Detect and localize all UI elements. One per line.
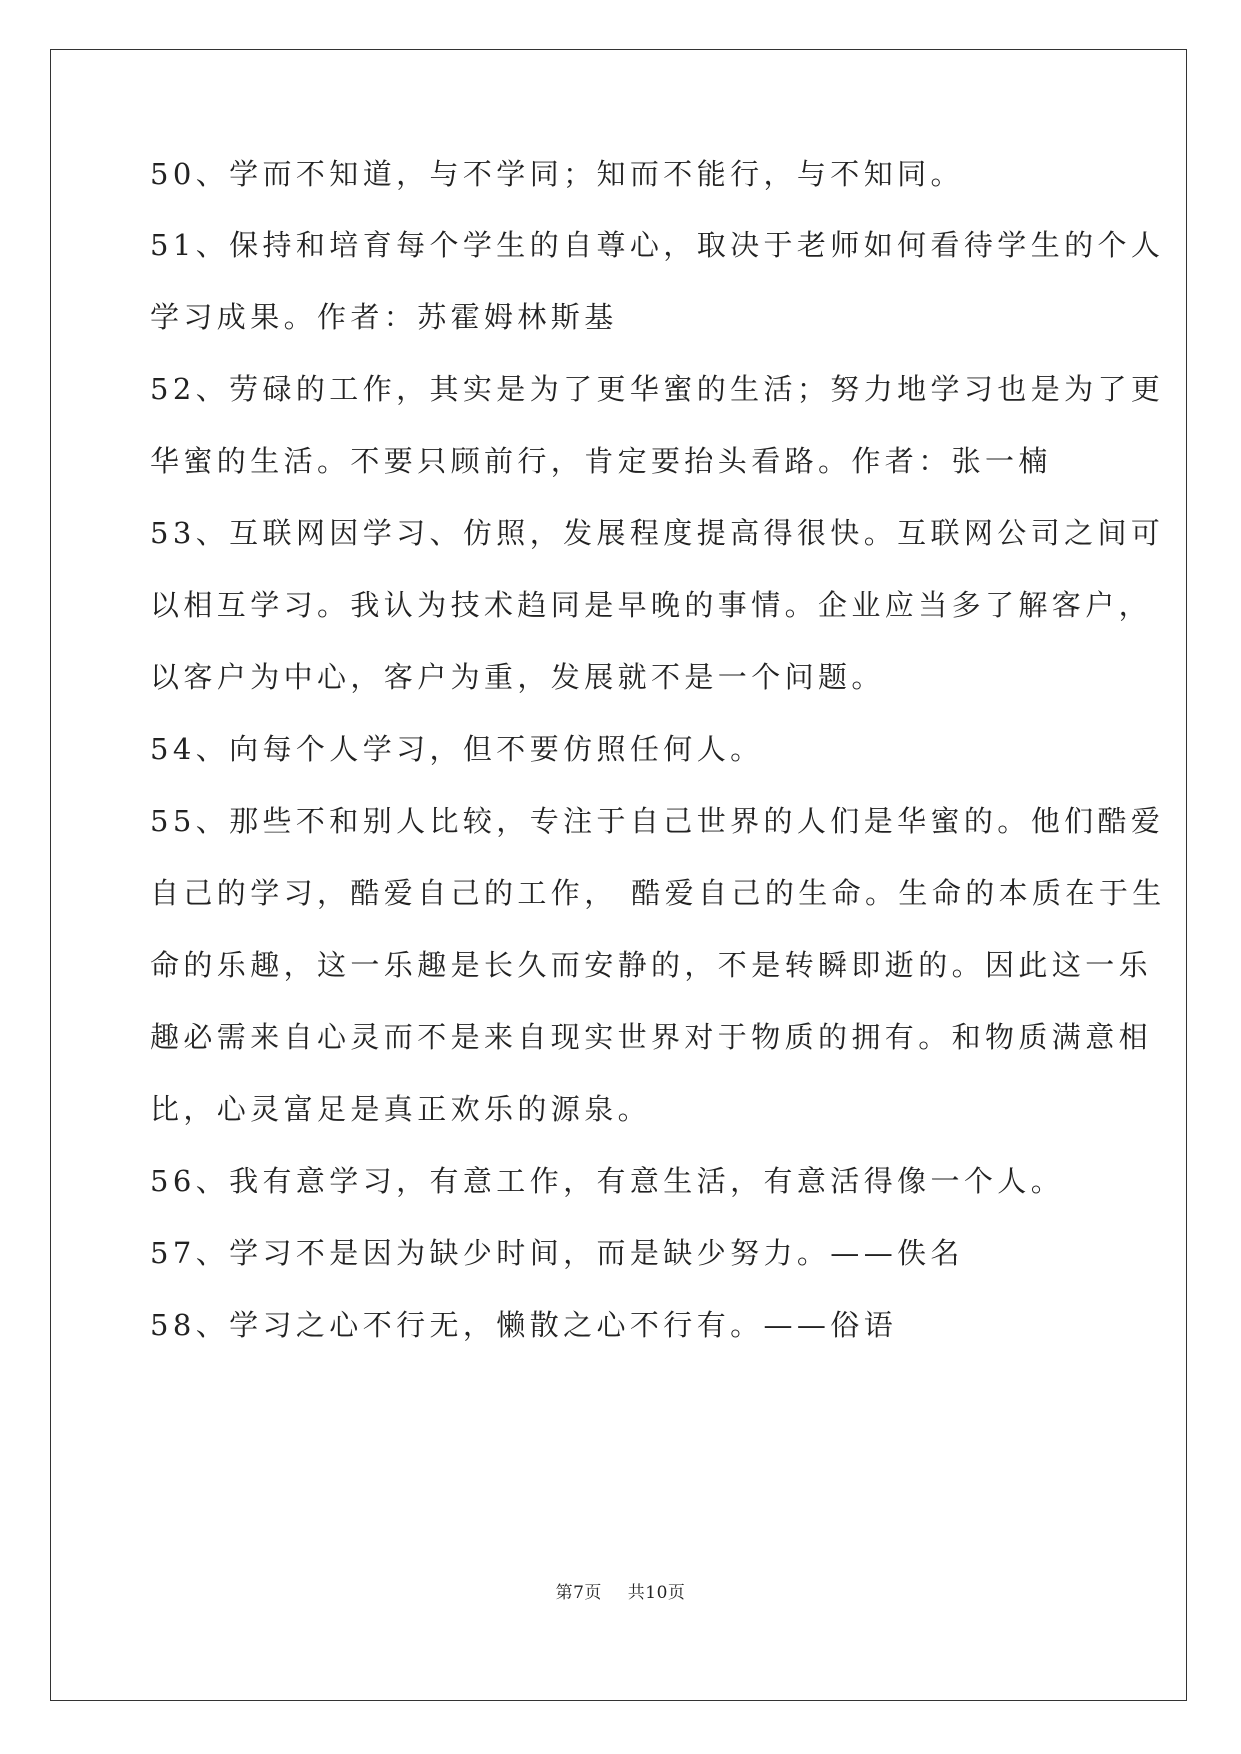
text-line: 57、学习不是因为缺少时间，而是缺少努力。——佚名	[150, 1236, 964, 1270]
page-footer	[0, 1578, 1241, 1603]
text-line: 命的乐趣，这一乐趣是长久而安静的，不是转瞬即逝的。因此这一乐	[150, 948, 1153, 982]
text-line: 趣必需来自心灵而不是来自现实世界对于物质的拥有。和物质满意相	[150, 1020, 1153, 1054]
text-line: 比，心灵富足是真正欢乐的源泉。	[150, 1092, 652, 1126]
text-line: 53、互联网因学习、仿照，发展程度提高得很快。互联网公司之间可	[150, 516, 1165, 550]
text-line: 54、向每个人学习，但不要仿照任何人。	[150, 732, 764, 766]
page-number: 第7页	[555, 1583, 602, 1603]
text-line: 自己的学习，酷爱自己的工作， 酷爱自己的生命。生命的本质在于生	[150, 876, 1166, 910]
text-line: 58、学习之心不行无，懒散之心不行有。——俗语	[150, 1308, 898, 1342]
text-line: 学习成果。作者：苏霍姆林斯基	[150, 300, 618, 334]
text-line: 华蜜的生活。不要只顾前行，肯定要抬头看路。作者：张一楠	[150, 444, 1052, 478]
text-line: 52、劳碌的工作，其实是为了更华蜜的生活；努力地学习也是为了更	[150, 372, 1165, 406]
text-line: 55、那些不和别人比较，专注于自己世界的人们是华蜜的。他们酷爱	[150, 804, 1165, 838]
text-line: 51、保持和培育每个学生的自尊心，取决于老师如何看待学生的个人	[150, 228, 1165, 262]
text-line: 以客户为中心，客户为重，发展就不是一个问题。	[150, 660, 885, 694]
page-total: 共10页	[627, 1583, 686, 1603]
text-line: 50、学而不知道，与不学同；知而不能行，与不知同。	[150, 157, 964, 191]
text-line: 56、我有意学习，有意工作，有意生活，有意活得像一个人。	[150, 1164, 1065, 1198]
text-line: 以相互学习。我认为技术趋同是早晚的事情。企业应当多了解客户，	[150, 588, 1153, 622]
